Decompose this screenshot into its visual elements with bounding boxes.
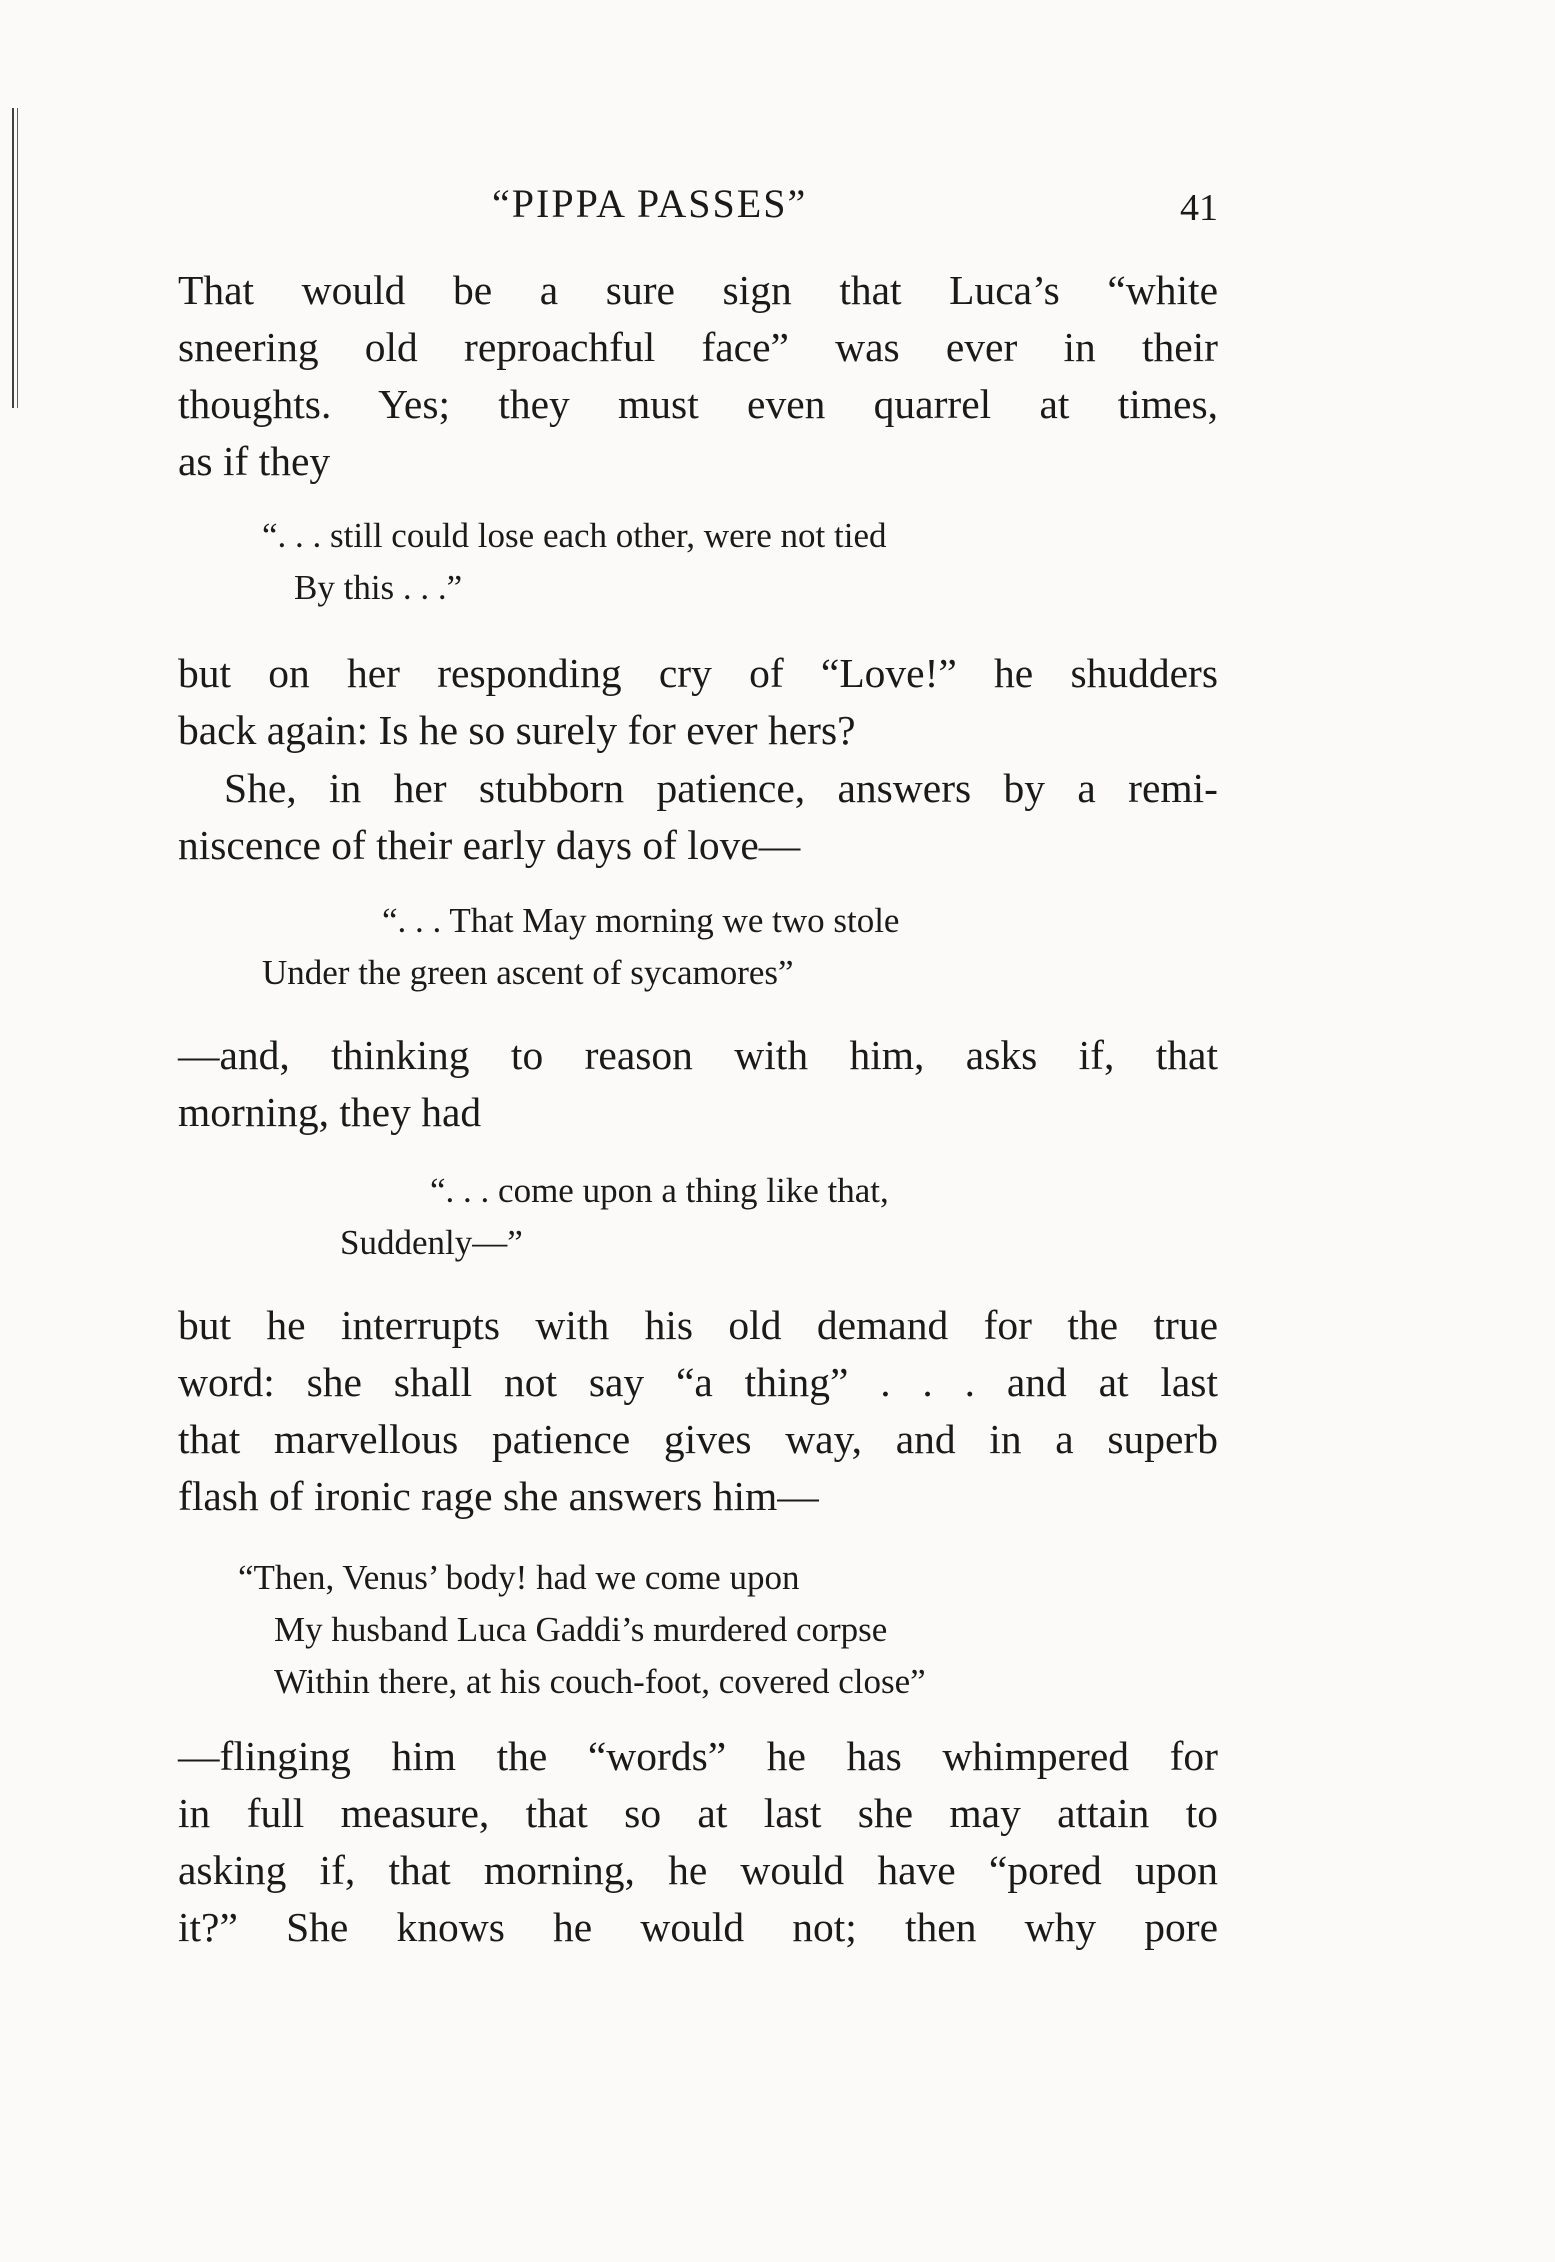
text-line: flash of ironic rage she answers him—	[178, 1473, 819, 1519]
text-line: back again: Is he so surely for ever hers?	[178, 707, 856, 753]
verse-line: “. . . still could lose each other, were not tied	[262, 516, 887, 555]
text-line: but he interrupts with his old demand for the true	[178, 1302, 1218, 1348]
text-line: asking if, that morning, he would have “pored upon	[178, 1847, 1218, 1893]
quotation-3	[340, 1165, 889, 1269]
text-line: She, in her stubborn patience, answers by a remi-	[224, 765, 1218, 811]
page-number: 41	[1180, 187, 1218, 229]
paragraph-5	[178, 1297, 1218, 1525]
text-line: sneering old reproachful face” was ever in their	[178, 324, 1218, 370]
text-line: but on her responding cry of “Love!” he shudders	[178, 650, 1218, 696]
quotation-2	[262, 895, 899, 999]
verse-line: Suddenly—”	[340, 1223, 523, 1262]
paragraph-2	[178, 645, 1218, 759]
verse-line: “. . . That May morning we two stole	[382, 901, 900, 940]
text-line: it?” She knows he would not; then why pore	[178, 1904, 1218, 1950]
paragraph-6	[178, 1728, 1218, 1956]
page-header	[0, 180, 1555, 240]
text-line: morning, they had	[178, 1089, 482, 1135]
paragraph-4	[178, 1027, 1218, 1141]
text-line: thoughts. Yes; they must even quarrel at times,	[178, 381, 1218, 427]
text-line: as if they	[178, 438, 331, 484]
verse-line: My husband Luca Gaddi’s murdered corpse	[274, 1610, 888, 1649]
text-line: —and, thinking to reason with him, asks if, that	[178, 1032, 1218, 1078]
binding-edge-mark	[12, 108, 22, 408]
verse-line: Under the green ascent of sycamores”	[262, 953, 794, 992]
text-line: niscence of their early days of love—	[178, 822, 801, 868]
running-title: “PIPPA PASSES”	[492, 181, 808, 226]
verse-line: By this . . .”	[294, 568, 463, 607]
text-line: in full measure, that so at last she may attain to	[178, 1790, 1218, 1836]
text-line: —flinging him the “words” he has whimpered for	[178, 1733, 1218, 1779]
verse-line: “. . . come upon a thing like that,	[430, 1171, 889, 1210]
quotation-4	[238, 1552, 926, 1708]
text-line: That would be a sure sign that Luca’s “white	[178, 267, 1218, 313]
text-line: word: she shall not say “a thing” . . . and at last	[178, 1359, 1218, 1405]
verse-line: “Then, Venus’ body! had we come upon	[238, 1558, 800, 1597]
quotation-1	[262, 510, 887, 614]
verse-line: Within there, at his couch-foot, covered close”	[274, 1662, 926, 1701]
paragraph-3	[178, 760, 1218, 874]
text-line: that marvellous patience gives way, and in a superb	[178, 1416, 1218, 1462]
paragraph-1	[178, 262, 1218, 490]
